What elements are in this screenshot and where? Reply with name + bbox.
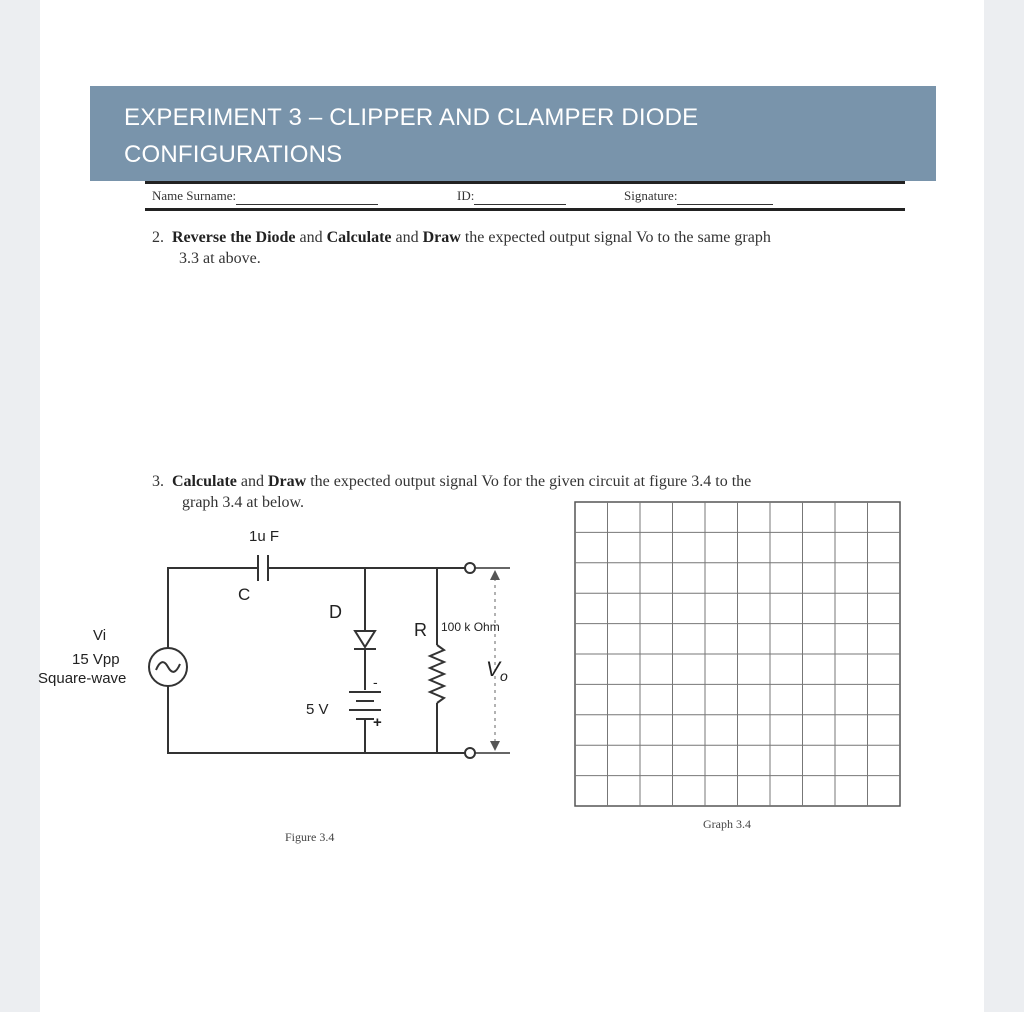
graph-caption: Graph 3.4: [703, 817, 751, 831]
draw-text-q2: Draw: [422, 229, 461, 246]
calculate-text-q3: Calculate: [172, 473, 237, 490]
source-type: Square-wave: [38, 670, 127, 687]
arrow-up-icon: [490, 570, 500, 580]
sine-wave-icon: [156, 662, 180, 672]
title-line-1: EXPERIMENT 3 – CLIPPER AND CLAMPER DIODE: [124, 104, 699, 131]
battery-plus-sign: +: [373, 714, 382, 731]
battery-minus-sign: -: [373, 674, 378, 690]
q2-and-2: and: [391, 229, 423, 246]
resistor-label: R: [414, 620, 427, 640]
figure-caption: Figure 3.4: [285, 830, 335, 844]
draw-text-q3: Draw: [267, 473, 307, 490]
wire-left-top: [168, 568, 258, 648]
capacitor-value: 1u F: [249, 528, 280, 545]
output-terminal-bottom: [465, 748, 475, 758]
output-voltage-subscript: o: [500, 668, 508, 684]
resistor-symbol: [430, 645, 444, 703]
diode-label: D: [329, 602, 342, 622]
source-amplitude: 15 Vpp: [72, 651, 120, 668]
id-label: ID:: [457, 188, 475, 203]
q2-rest: the expected output signal Vo to the same graph: [460, 229, 771, 246]
wire-bottom: [168, 686, 465, 753]
name-surname-label: Name Surname:: [152, 188, 237, 203]
output-voltage-label: [486, 658, 508, 684]
question-3-line-2: graph 3.4 at below.: [182, 494, 305, 511]
question-3-number: 3.: [152, 473, 164, 490]
question-2-number: 2.: [152, 229, 164, 246]
output-terminal-top: [465, 563, 475, 573]
arrow-down-icon: [490, 741, 500, 751]
graph-3-4-grid[interactable]: [575, 502, 900, 806]
diode-icon: [355, 631, 375, 647]
signature-label: Signature:: [624, 188, 678, 203]
question-2-line-2: 3.3 at above.: [179, 250, 261, 267]
q3-rest: the expected output signal Vo for the given circuit at figure 3.4 to the: [306, 473, 752, 490]
capacitor-label: C: [238, 585, 251, 604]
output-voltage-v: V: [486, 658, 501, 681]
source-name: Vi: [93, 627, 107, 644]
title-line-2: CONFIGURATIONS: [124, 141, 343, 168]
q3-and: and: [236, 473, 268, 490]
resistor-value: 100 k Ohm: [441, 620, 500, 634]
calculate-text-q2: Calculate: [326, 229, 392, 246]
reverse-diode-text: Reverse the Diode: [172, 229, 296, 246]
battery-value: 5 V: [306, 701, 329, 718]
q2-and-1: and: [295, 229, 327, 246]
